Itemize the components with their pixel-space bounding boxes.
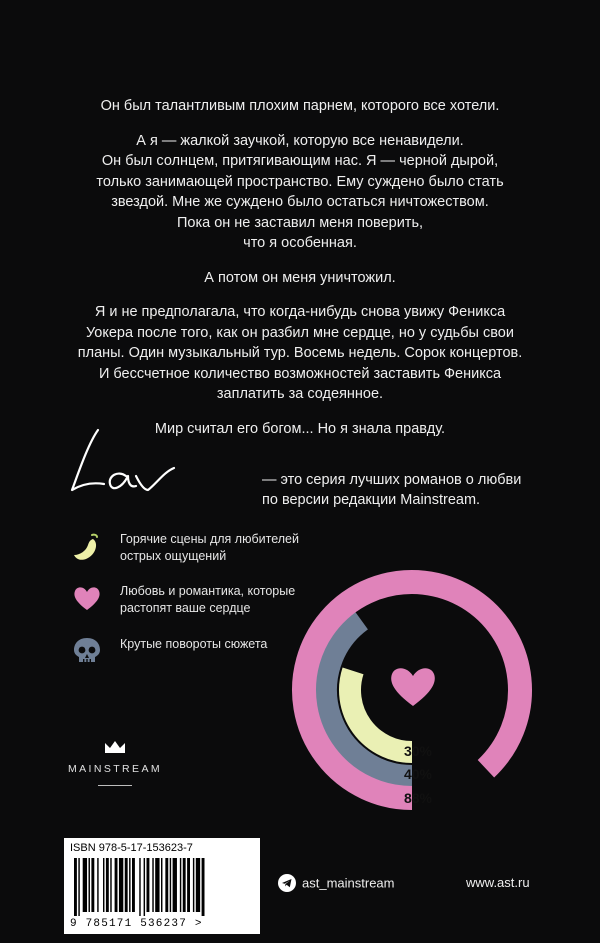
blurb-paragraph-4 <box>0 302 600 405</box>
blurb-line: что я особенная. <box>243 235 357 251</box>
heart-icon <box>70 583 104 613</box>
barcode-bar <box>155 858 159 912</box>
barcode-bar <box>173 858 177 912</box>
feature-text: Крутые повороты сюжета <box>120 637 268 651</box>
barcode-bar <box>74 858 77 916</box>
chili-pepper-icon <box>70 531 104 565</box>
barcode-bar <box>129 858 130 912</box>
blurb-line: только занимающей пространство. Ему суждено было стать <box>96 173 504 190</box>
barcode-bar <box>83 858 87 912</box>
barcode-bar <box>132 858 135 912</box>
barcode-bar <box>170 858 171 912</box>
barcode-bar <box>165 858 168 912</box>
telegram-icon <box>278 874 296 892</box>
blurb-line: Он был солнцем, притягивающим нас. Я — черной дырой, <box>101 153 499 169</box>
barcode-bar <box>78 858 79 916</box>
publisher-logo <box>60 740 170 786</box>
barcode-bar <box>202 858 205 916</box>
blurb-line: Я и не предполагала, что когда-нибудь снова увижу Феникса <box>94 304 506 320</box>
barcode-bar <box>161 858 162 912</box>
barcode-bar <box>180 858 181 912</box>
telegram-handle: ast_mainstream <box>302 875 395 891</box>
lav-logo <box>64 424 194 504</box>
blurb-line: Уокера после того, как он разбил мне сердце, но у судьбы свои <box>86 324 514 341</box>
barcode-bar <box>110 858 111 912</box>
feature-text: растопят ваше сердце <box>120 601 251 615</box>
blurb-line: Пока он не заставил меня поверить, <box>176 214 424 231</box>
telegram-link[interactable] <box>278 874 394 892</box>
chart-data-label-30: 30% <box>403 743 433 759</box>
feature-text: острых ощущений <box>120 549 227 563</box>
barcode-bar <box>125 858 128 912</box>
barcode-bar <box>97 858 98 912</box>
barcode-number: 9 785171 536237 > <box>70 918 203 930</box>
feature-text: Любовь и романтика, которые <box>120 584 296 598</box>
barcode-panel <box>64 838 260 934</box>
barcode-bar <box>106 858 109 912</box>
barcode-bar <box>103 858 104 912</box>
barcode-bar <box>152 858 153 912</box>
barcode-bar <box>115 858 118 912</box>
blurb-paragraph-1: Он был талантливым плохим парнем, которого все хотели. <box>100 98 500 114</box>
blurb-line: заплатить за содеянное. <box>216 386 384 402</box>
website-link[interactable]: www.ast.ru <box>466 875 530 890</box>
barcode-bar <box>119 858 123 912</box>
barcode-bar <box>139 858 140 916</box>
barcode-bar <box>144 858 145 916</box>
series-line-1: — это серия лучших романов о любви <box>262 472 522 488</box>
barcode-bar <box>91 858 94 912</box>
blurb-paragraph-5: Мир считал его богом... Но я знала правду. <box>154 420 446 437</box>
skull-icon <box>70 636 104 666</box>
blurb-line: А я — жалкой заучкой, которую все ненавидели. <box>136 132 464 149</box>
feature-text: Горячие сцены для любителей <box>120 532 299 546</box>
barcode-bars <box>70 858 254 916</box>
series-description <box>262 470 521 510</box>
barcode-bar <box>147 858 150 912</box>
barcode-bar <box>183 858 186 912</box>
rating-radial-chart <box>290 568 535 813</box>
barcode-bar <box>89 858 90 912</box>
chart-data-label-88: 88% <box>403 790 433 806</box>
blurb-paragraph-3: А потом он меня уничтожил. <box>204 269 396 286</box>
barcode-bar <box>196 858 200 912</box>
crown-icon <box>104 740 126 754</box>
blurb-line: звездой. Мне же суждено было остаться ничтожеством. <box>111 194 489 210</box>
series-line-2: по версии редакции Mainstream. <box>262 492 481 508</box>
barcode-bar <box>187 858 190 912</box>
blurb-line: планы. Один музыкальный тур. Восемь недель. Сорок концертов. <box>77 345 523 361</box>
back-cover-blurb <box>0 96 600 453</box>
barcode-bar <box>193 858 194 912</box>
blurb-paragraph-2 <box>0 131 600 254</box>
publisher-name: MAINSTREAM <box>67 763 162 775</box>
blurb-line: И бессчетное количество возможностей заставить Феникса <box>98 365 502 382</box>
isbn-text: ISBN 978-5-17-153623-7 <box>70 842 193 854</box>
chart-center-heart-icon <box>391 668 435 706</box>
publisher-divider <box>98 785 132 786</box>
chart-data-label-40: 40% <box>403 766 433 782</box>
